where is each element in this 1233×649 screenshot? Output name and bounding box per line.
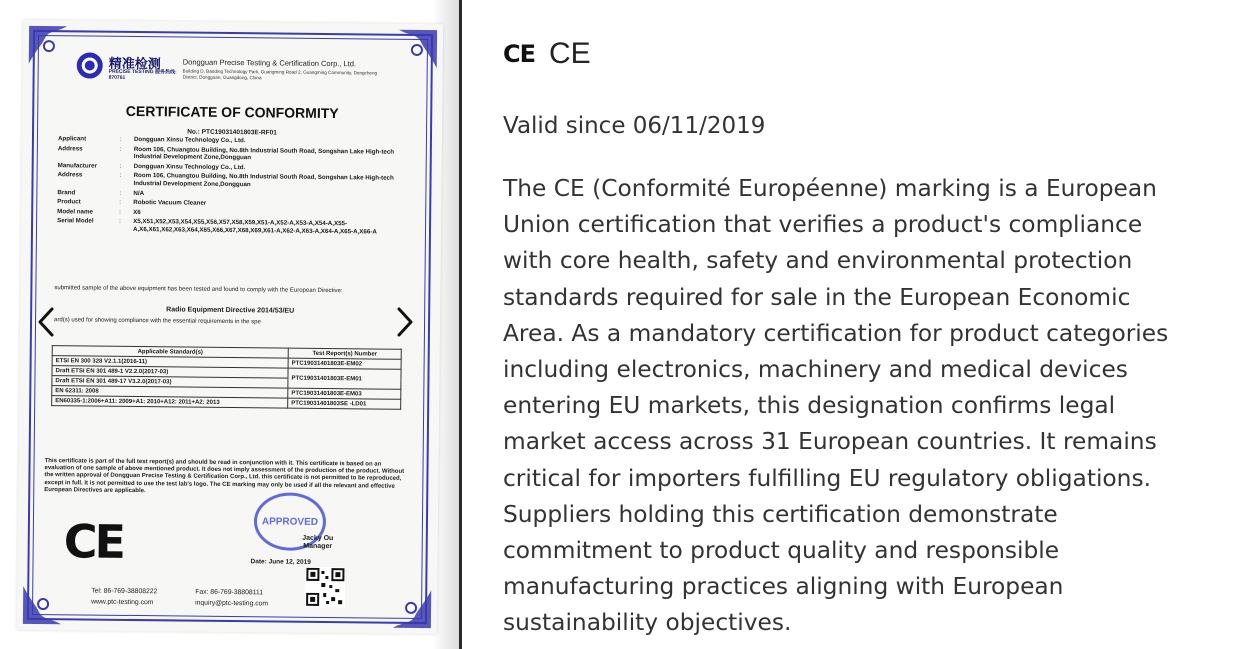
chevron-right-icon[interactable] bbox=[393, 305, 417, 339]
field-value: X6 bbox=[133, 208, 141, 216]
chevron-left-icon[interactable] bbox=[34, 305, 58, 339]
certificate-fields bbox=[57, 135, 403, 238]
standards-table bbox=[51, 345, 402, 410]
approved-stamp: APPROVED bbox=[254, 492, 327, 551]
certificate-number: No.: PTC19031401803E-RF01 bbox=[187, 128, 277, 137]
ptc-logo-icon bbox=[75, 50, 105, 80]
ce-mark-icon: CE bbox=[503, 40, 536, 68]
table-cell: ETSI EN 300 328 V2.1.1(2016-11) bbox=[52, 356, 288, 368]
field-label: Manufacturer bbox=[57, 161, 97, 170]
field-row: Product : Robotic Vacuum Cleaner bbox=[57, 198, 402, 209]
table-cell: PTC19031401803E-EM03 bbox=[288, 388, 401, 399]
ce-logo: CE bbox=[63, 514, 124, 569]
field-label: Product bbox=[57, 198, 81, 206]
fax: Fax: 86-769-38808111 bbox=[195, 588, 264, 597]
field-label: Serial Model bbox=[57, 217, 94, 225]
company-address: Building D, Baoding Technology Park, Guangming Road 2, Guangming Community, Dongcheng District, Dongguan, Guangdong, China bbox=[182, 68, 378, 81]
field-value: Dongguan Xinsu Technology Co., Ltd. bbox=[133, 162, 246, 171]
field-value: Room 106, Chuangtou Building, No.8th Industrial South Road, Songshan Lake High-tech Industrial Development Zone,Dongguan bbox=[133, 145, 395, 162]
field-value: Room 106, Chuangtou Building, No.8th Industrial South Road, Songshan Lake High-tech Industrial Development Zone,Dongguan bbox=[133, 172, 394, 189]
certificate-image bbox=[17, 20, 443, 634]
corner-ornament-icon bbox=[393, 28, 439, 74]
table-cell: PTC19031401803E-EM02 bbox=[288, 358, 401, 369]
field-row: Address : Room 106, Chuangtou Building, No.8th Industrial South Road, Songshan Lake High-tech Industrial Development Zone,Dongguan bbox=[58, 145, 403, 164]
corner-ornament-icon bbox=[387, 584, 433, 630]
website: www.ptc-testing.com bbox=[91, 598, 154, 607]
field-row: Manufacturer : Dongguan Xinsu Technology Co., Ltd. bbox=[58, 162, 403, 173]
field-label: Address bbox=[57, 171, 83, 179]
certificate-disclaimer: This certificate is part of the full test report(s) and should be read in conjunction with it. This certificate is based on an evaluation of one sample of above mentioned product. It does not imply assessment of the production of the product. Without the written approval of Dongguan Precise Testing & Certification Corp., Ltd. this certificate is not permitted to be reproduced, except in full. It is not permitted to use the test lab's logo. The CE marking may only be used if all the relevant and effective European Directives are applicable. bbox=[44, 458, 405, 494]
table-cell: EN 62311: 2008 bbox=[52, 386, 288, 398]
field-row: Serial Model : X5,X51,X52,X53,X54,X55,X56,X57,X58,X59,X51-A,X52-A,X53-A,X54-A,X55-A,X6,X61,X62,X63,X64,X65,X66,X67,X68,X69,X61-A,X62-A,X63-A,X64-A,X65-A,X66-A bbox=[57, 218, 402, 237]
compliance-statement: submitted sample of the above equipment has been tested and found to comply with the European Directive: bbox=[54, 285, 343, 295]
field-value: N/A bbox=[133, 189, 145, 197]
email: inquiry@ptc-testing.com bbox=[195, 599, 269, 608]
certificate-viewer bbox=[0, 0, 462, 649]
signature-block bbox=[283, 535, 353, 552]
directive-name: Radio Equipment Directive 2014/53/EU bbox=[166, 306, 295, 315]
field-label: Applicant bbox=[57, 135, 87, 143]
corner-ornament-icon bbox=[21, 580, 67, 626]
table-header: Applicable Standard(s) bbox=[52, 346, 288, 358]
certification-header bbox=[503, 37, 591, 71]
field-row: Brand : N/A bbox=[57, 189, 402, 200]
field-value: X5,X51,X52,X53,X54,X55,X56,X57,X58,X59,X51-A,X52-A,X53-A,X54-A,X55-A,X6,X61,X62,X63,X64,X65,X66,X67,X68,X69,X61-A,X62-A,X63-A,X64-A,X65-A,X66-A bbox=[132, 218, 377, 236]
field-value: Dongguan Xinsu Technology Co., Ltd. bbox=[133, 135, 246, 145]
certificate-date: Date: June 12, 2019 bbox=[250, 558, 311, 566]
certification-description: The CE (Conformité Européenne) marking is a European Union certification that verifies a product's compliance with core health, safety and environmental protection standards required for sale in the European Economic Area. As a mandatory certification for product categories including electronics, machinery and medical devices entering EU markets, this designation confirms legal market access across 31 European countries. It remains critical for importers fulfilling EU regulatory obligations. Suppliers holding this certification demonstrate commitment to product quality and responsible manufacturing practices aligning with European sustainability objectives. bbox=[503, 175, 1169, 637]
table-cell: Draft ETSI EN 301 489-17 V3.2.0(2017-03) bbox=[52, 376, 288, 388]
viewer-divider bbox=[459, 0, 462, 649]
table-cell: Draft ETSI EN 301 489-1 V2.2.0(2017-03) bbox=[52, 366, 288, 378]
valid-since: Valid since 06/11/2019 bbox=[503, 113, 766, 139]
tel: Tel: 86-769-38808222 bbox=[91, 587, 158, 596]
field-row: Address : Room 106, Chuangtou Building, No.8th Industrial South Road, Songshan Lake High-tech Industrial Development Zone,Dongguan bbox=[57, 172, 402, 191]
certification-title: CE bbox=[549, 37, 591, 70]
company-name-cn: 精准检测 bbox=[108, 55, 161, 72]
qr-code-icon bbox=[305, 567, 345, 607]
standards-statement: ard(s) used for showing compliance with the essential requirements in the spe bbox=[54, 317, 261, 326]
field-label: Address bbox=[57, 144, 83, 153]
field-label: Model name bbox=[57, 207, 94, 216]
field-row: Model name : X6 bbox=[57, 208, 402, 219]
contact-info bbox=[91, 586, 311, 610]
corner-ornament-icon bbox=[27, 24, 73, 70]
table-cell: EN60335-1:2006+A11: 2009+A1: 2010+A12: 2011+A2: 2013 bbox=[52, 396, 288, 408]
table-cell: PTC19031401803SE -LD01 bbox=[288, 398, 401, 409]
logo-subtitle: PRECISE TESTING 服务热线: 870761 bbox=[108, 68, 177, 81]
signer-name: Jacky Ou bbox=[302, 534, 334, 543]
field-row: Applicant : Dongguan Xinsu Technology Co., Ltd. bbox=[58, 135, 403, 146]
table-header: Test Report(s) Number bbox=[288, 348, 401, 359]
company-name: Dongguan Precise Testing & Certification Corp., Ltd. bbox=[182, 57, 357, 69]
table-cell: PTC19031401803E-EM01 bbox=[288, 368, 401, 389]
signer-role: Manager bbox=[303, 542, 333, 551]
field-label: Brand bbox=[57, 188, 76, 196]
field-value: Robotic Vacuum Cleaner bbox=[133, 199, 207, 207]
certificate-title: CERTIFICATE OF CONFORMITY bbox=[125, 102, 339, 122]
